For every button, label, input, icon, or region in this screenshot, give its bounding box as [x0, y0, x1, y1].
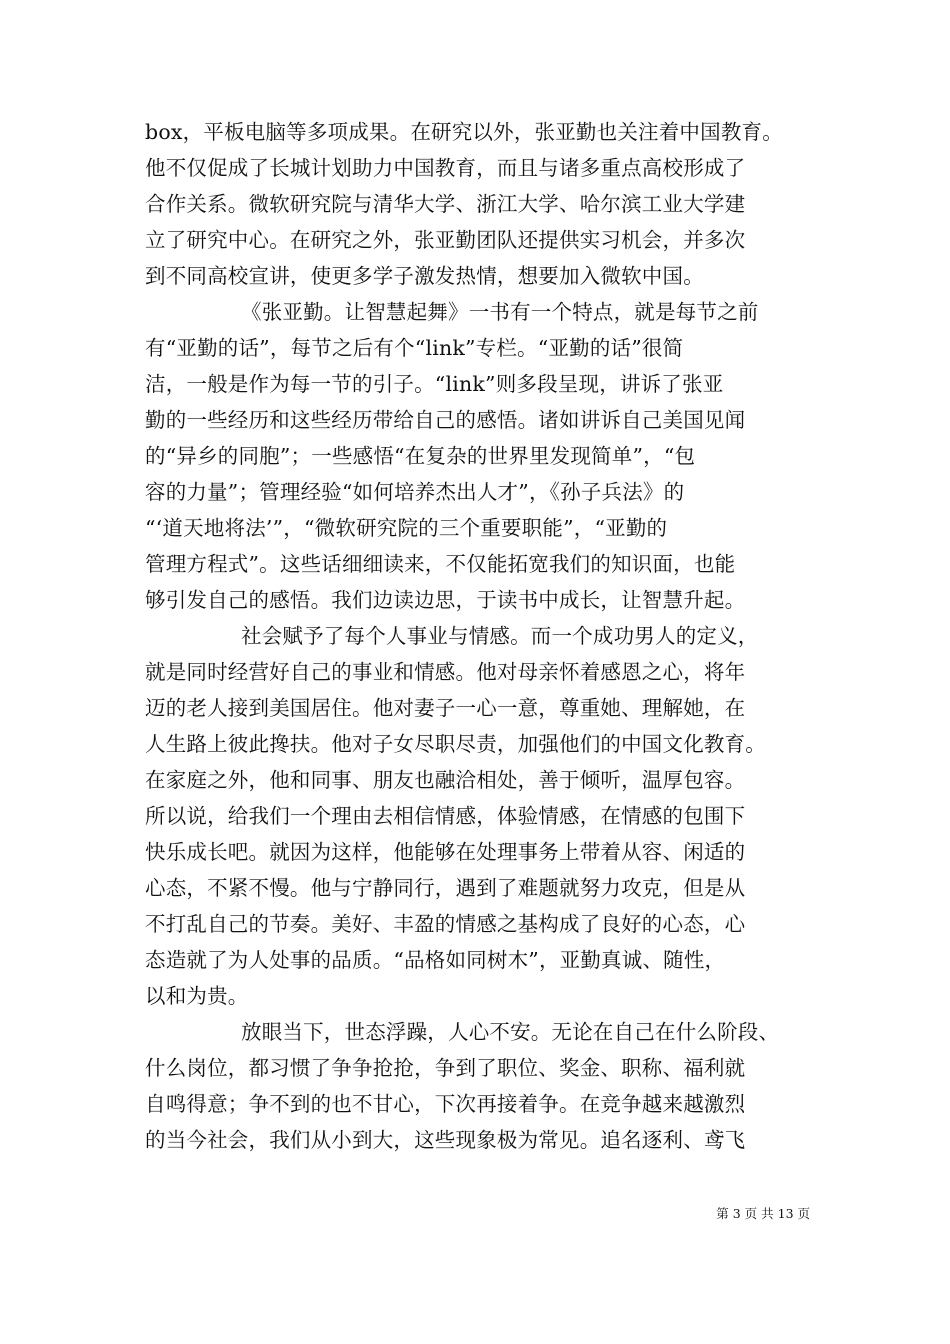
- paragraph-first-line: 放眼当下，世态浮躁，人心不安。无论在自己在什么阶段、: [241, 1020, 780, 1044]
- text-line: 洁，一般是作为每一节的引子。“link”则多段呈现，讲诉了张亚: [145, 372, 724, 396]
- text-line: 迈的老人接到美国居住。他对妻子一心一意，尊重她、理解她，在: [145, 696, 746, 720]
- text-line: 有“亚勤的话”，每节之后有个“link”专栏。“亚勤的话”很简: [145, 336, 684, 360]
- text-line: 立了研究中心。在研究之外，张亚勤团队还提供实习机会，并多次: [145, 228, 746, 252]
- text-line: 容的力量”；管理经验“如何培养杰出人才”，《孙子兵法》的: [145, 480, 685, 504]
- text-line: 的“异乡的同胞”；一些感悟“在复杂的世界里发现简单”，“包: [145, 444, 696, 468]
- text-line: 不打乱自己的节奏。美好、丰盈的情感之基构成了良好的心态，心: [145, 912, 746, 936]
- text-line: 态造就了为人处事的品质。“品格如同树木”，亚勤真诚、随性，: [145, 948, 726, 972]
- page-number-footer: 第 3 页 共 13 页: [716, 1206, 810, 1221]
- body-text: [145, 114, 810, 1158]
- text-line: 管理方程式”。这些话细细读来，不仅能拓宽我们的知识面，也能: [145, 552, 736, 576]
- paragraph-first-line: 社会赋予了每个人事业与情感。而一个成功男人的定义，: [241, 624, 759, 648]
- text-line: “‘道天地将法’”，“微软研究院的三个重要职能”，“亚勤的: [145, 516, 668, 540]
- text-line: 在家庭之外，他和同事、朋友也融洽相处，善于倾听，温厚包容。: [145, 768, 746, 792]
- text-line: 自鸣得意；争不到的也不甘心，下次再接着争。在竞争越来越激烈: [145, 1092, 746, 1116]
- text-line: 什么岗位，都习惯了争争抢抢，争到了职位、奖金、职称、福利就: [145, 1056, 746, 1080]
- text-line: 够引发自己的感悟。我们边读边思，于读书中成长，让智慧升起。: [145, 588, 746, 612]
- text-line: 快乐成长吧。就因为这样，他能够在处理事务上带着从容、闲适的: [145, 840, 746, 864]
- text-line: 他不仅促成了长城计划助力中国教育，而且与诸多重点高校形成了: [145, 156, 746, 180]
- text-line: box，平板电脑等多项成果。在研究以外，张亚勤也关注着中国教育。: [145, 120, 783, 144]
- text-line: 合作关系。微软研究院与清华大学、浙江大学、哈尔滨工业大学建: [145, 192, 746, 216]
- text-line: 所以说，给我们一个理由去相信情感，体验情感，在情感的包围下: [145, 804, 746, 828]
- text-line: 以和为贵。: [145, 984, 249, 1008]
- text-line: 人生路上彼此搀扶。他对子女尽职尽责，加强他们的中国文化教育。: [145, 732, 766, 756]
- paragraph-first-line: 《张亚勤。让智慧起舞》一书有一个特点，就是每节之前: [241, 300, 759, 324]
- text-line: 的当今社会，我们从小到大，这些现象极为常见。追名逐利、鸢飞: [145, 1128, 746, 1152]
- text-line: 勤的一些经历和这些经历带给自己的感悟。诸如讲诉自己美国见闻: [145, 408, 746, 432]
- text-line: 就是同时经营好自己的事业和情感。他对母亲怀着感恩之心，将年: [145, 660, 746, 684]
- text-line: 到不同高校宣讲，使更多学子激发热情，想要加入微软中国。: [145, 264, 704, 288]
- text-line: 心态，不紧不慢。他与宁静同行，遇到了难题就努力攻克，但是从: [145, 876, 746, 900]
